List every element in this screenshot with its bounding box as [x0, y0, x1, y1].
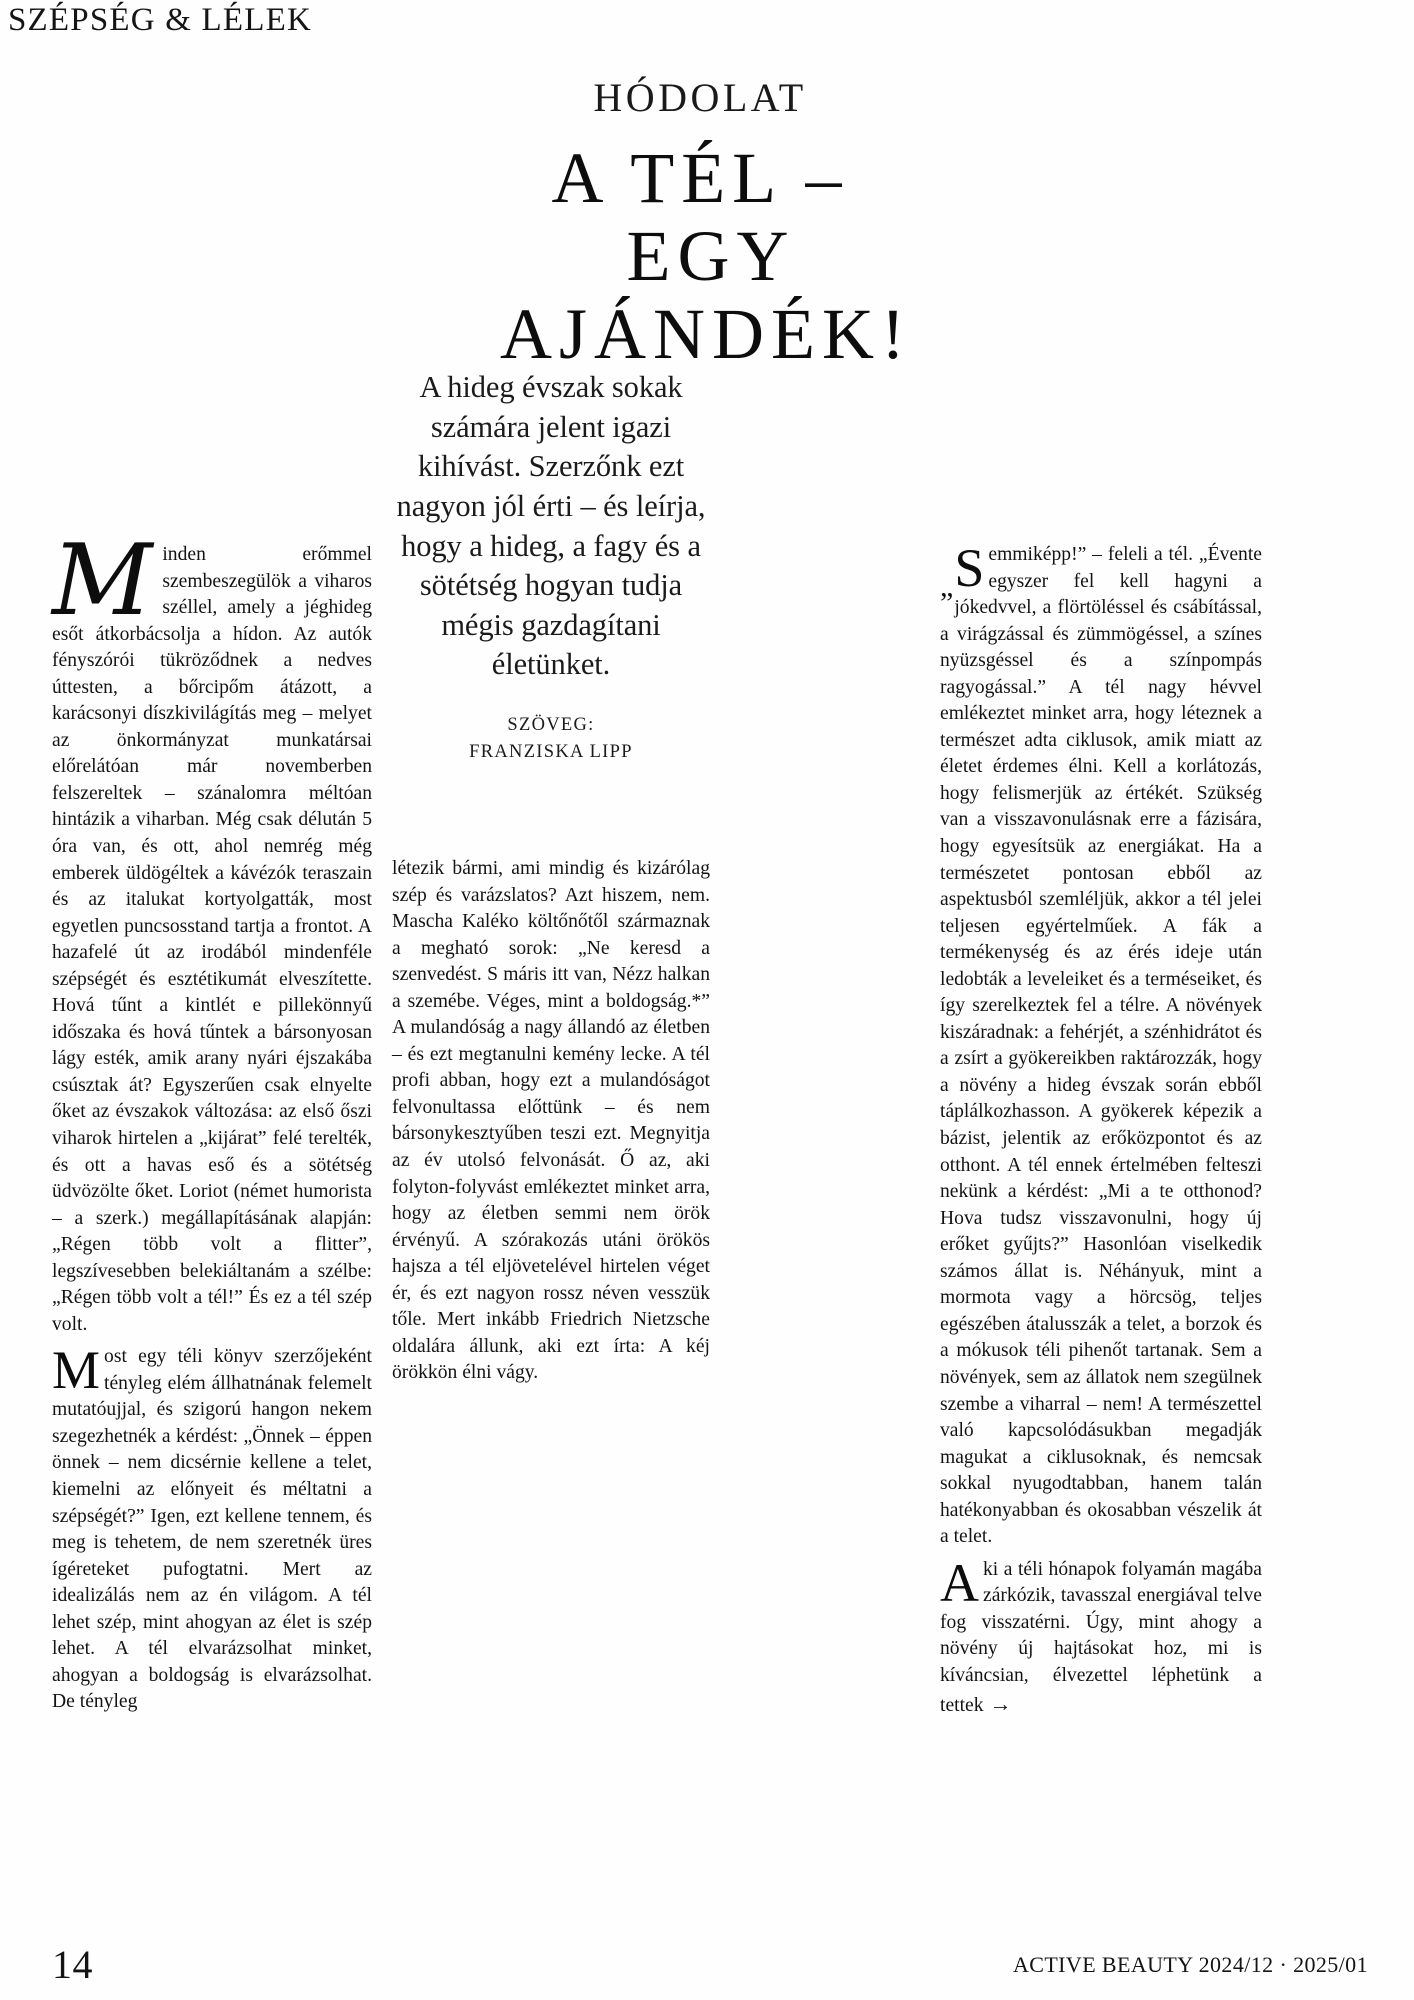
paragraph-text: emmiképp!” – feleli a tél. „Évente egyszer fel kell hagyni a jókedvvel, a flörtöléssel és csábítással, a virágzással és zümmögéssel, a színes nyüzsgéssel és a színpompás ragyogással.” A tél nagy hévvel emlékeztet minket arra, hogy léteznek a természet adta ciklusok, amik miatt az életet érdemes élni. Kell a korlátozás, hogy felismerjük az értékét. Szükség van a visszavonulásnak erre a fázisára, hogy egyesítsük az energiákat. Ha a természetet pontosan ebből az aspektusból szemléljük, akkor a tél jelei teljesen egyértelműek. A fák a termékenység és az érés ideje után ledobták a leveleiket és a terméseiket, és így szerelkeztek fel a télre. A növények kiszáradnak: a fehérjét, a szénhidrátot és a zsírt a gyökereikben raktározzák, hogy a növény a hideg évszak során ebből táplálkozhasson. A gyökerek képezik a bázist, jelentik az erőközpontot és az otthont. A tél ennek értelmében felteszi nekünk a kérdést: „Mi a te otthonod? Hova tudsz visszavonulni, hogy új erőket gyűjts?” Hasonlóan viselkedik számos állat is. Néhányuk, mint a mormota vagy a hörcsög, teljes egészében átalusszák a telet, a borzok és a mókusok téli pihenőt tartanak. Sem a növények, sem az állatok nem szegülnek szembe a viharral – nem! A természettel való kapcsolódásukban megadják magukat a ciklusoknak, és nemcsak sokkal nyugodtabban, hanem talán hatékonyabban és okosabban vészelik át a telet. [940, 544, 1262, 1548]
paragraph [52, 524, 372, 1338]
opening-quote-mark: „ [940, 570, 954, 603]
body-column-right [940, 538, 1262, 1922]
byline-label: SZÖVEG: [507, 715, 595, 735]
paragraph-text: létezik bármi, ami mindig és kizárólag szép és varázslatos? Azt hiszem, nem. Mascha Kaléko költőnőtől származnak a megható sorok: „Ne keresd a szenvedést. S máris itt van, Nézz halkan a szemébe. Véges, mint a boldogság.*” A mulandóság a nagy állandó az életben – és ezt megtanulni kemény lecke. A tél profi abban, hogy ezt a mulandóságot felvonultassa előttünk – és nem bársonykesztyűben teszi ezt. Megnyitja az év utolsó felvonását. Ő az, aki folyton-folyvást emlékeztet minket arra, hogy az életben semmi nem örök érvényű. A szórakozás utáni örökös hajsza a tél eljövetelével hirtelen véget ér, és ezt nagyon rossz néven vesszük tőle. Mert inkább Friedrich Nietzsche oldalára állunk, aki ezt írta: A kéj örökkön élni vágy. [392, 858, 710, 1384]
page-title [300, 140, 1100, 373]
drop-cap-right-2: A [940, 1552, 979, 1613]
running-head: SZÉPSÉG & LÉLEK [8, 2, 312, 38]
body-column-middle [392, 856, 710, 1916]
paragraph-text: ost egy téli könyv szerzőjeként tényleg elém állhatnának felemelt mutatóujjal, és szigorú hangon nekem szegezhetnék a kérdést: „Önnek – éppen önnek – nem dicsérnie kellene a telet, kiemelni az előnyeit és méltatni a szépségét?” Igen, ezt kellene tennem, és meg is tehetem, de nem szeretnék üres ígéreteket pufogtatni. Mert az idealizálás nem az én világom. A tél lehet szép, mint ahogyan az élet is szép lehet. A tél elvarázsolhat minket, ahogyan a boldogság is elvarázsolhat. De tényleg [52, 1346, 372, 1713]
drop-cap-right: S [954, 538, 985, 598]
headline-line-2: EGY [626, 215, 796, 296]
page-number: 14 [52, 1942, 93, 1987]
lead-paragraph: A hideg évszak sokak számára jelent igazi kihívást. Szerzőnk ezt nagyon jól érti – és leírja, hogy a hideg, a fagy és a sötétség hogyan tudja mégis gazdagítani életünket. [396, 370, 706, 682]
drop-cap-left: M [52, 524, 153, 638]
title-block [300, 75, 1100, 374]
byline [392, 712, 710, 766]
body-column-left [52, 524, 372, 1922]
drop-cap-left-2: M [52, 1340, 101, 1401]
byline-author: FRANZISKA LIPP [469, 741, 633, 762]
paragraph [392, 856, 710, 1387]
continue-arrow-icon: → [989, 1691, 1012, 1717]
paragraph-text: ki a téli hónapok folyamán magába zárkózik, tavasszal energiával telve fog visszatérni. Úgy, mint ahogy a növény új hajtásokat hoz, mi is kíváncsian, élvezettel léphetünk a tettek [940, 1558, 1262, 1717]
paragraph [940, 1552, 1262, 1720]
headline-line-3: AJÁNDÉK! [500, 293, 912, 374]
headline-line-1: A TÉL – [551, 138, 849, 218]
footer-brand: ACTIVE BEAUTY 2024/12 · 2025/01 [1012, 1952, 1368, 1977]
article-kicker: HÓDOLAT [593, 75, 807, 120]
paragraph [940, 538, 1262, 1551]
paragraph-text: inden erőmmel szembeszegülök a viharos széllel, amely a jéghideg esőt átkorbácsolja a hídon. Az autók fényszórói tükröződnek a nedves úttesten, a bőrcipőm átázott, a karácsonyi díszkivilágítás meg – melyet az önkormányzat munkatársai előrelátóan már novemberben felszereltek – szánalomra méltóan hintázik a viharban. Még csak délután 5 óra van, és ott, ahol nemrég még emberek üldögéltek a kávézók teraszain és az italukat kortyolgatták, most egyetlen puncsosstand tartja a frontot. A hazafelé út az irodából mindenféle szépségét és esztétikumát elveszítette. Hová tűnt a kintlét e pillekönnyű időszaka és hová tűntek a bársonyosan lágy esték, amik arany nyári éjszakába csúsztak át? Egyszerűen csak elnyelte őket az évszakok változása: az első őszi viharok hirtelen a „kijárat” felé terelték, és ott a havas eső és a sötétség üdvözölte őket. Loriot (német humorista – a szerk.) megállapításának alapján: „Régen több volt a flitter”, legszívesebben belekiáltanám a szélbe: „Régen több volt a tél!” És ez a tél szép volt. [52, 544, 372, 1335]
paragraph [52, 1340, 372, 1716]
